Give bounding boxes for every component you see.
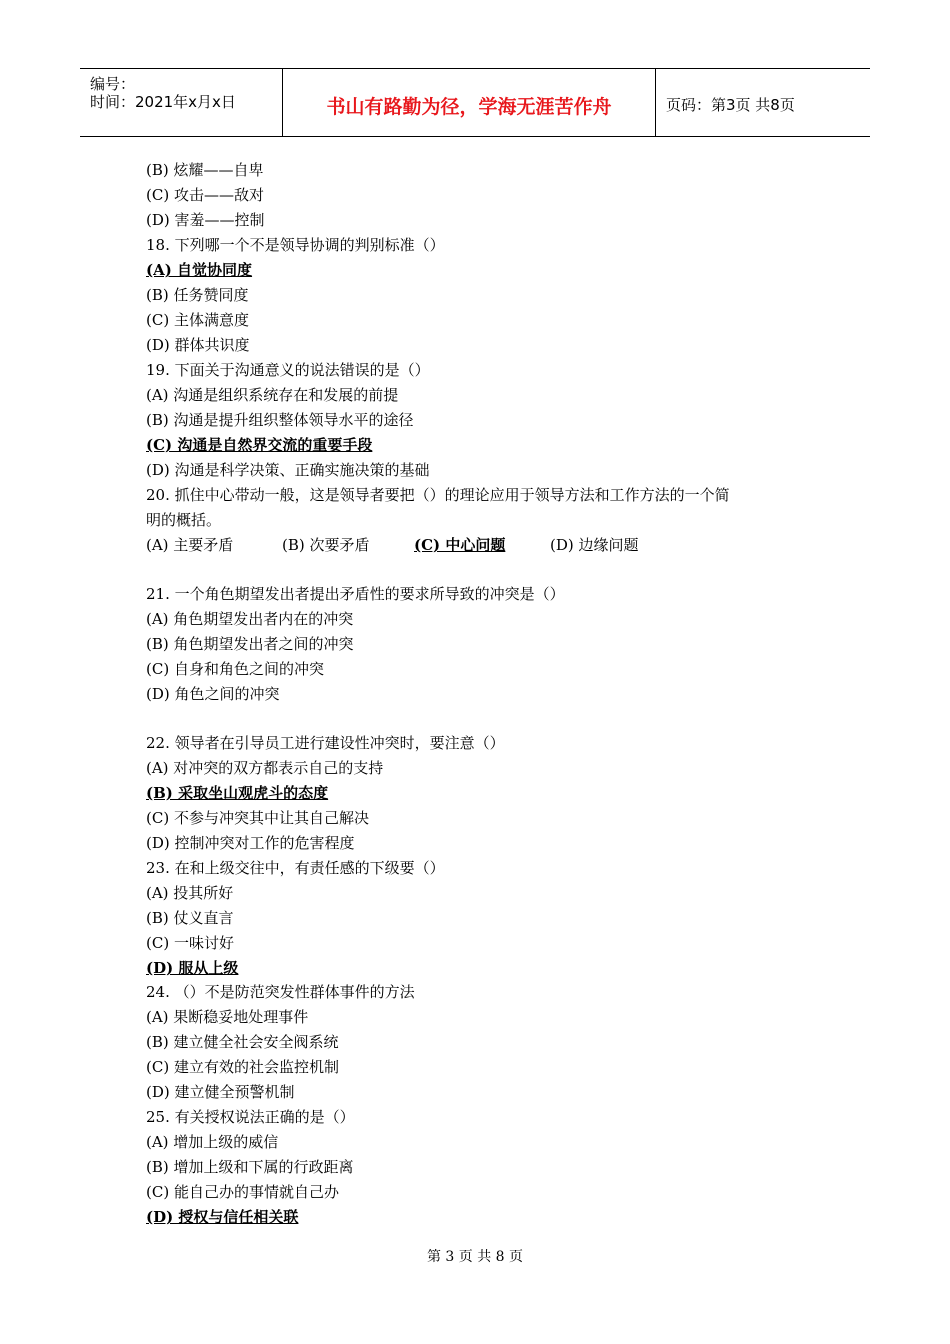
header-motto-cell [282,69,656,136]
q17-option-b: (B) 炫耀——自卑 [146,161,264,179]
q18-option-d: (D) 群体共识度 [146,336,250,354]
q22-answer-option-b: (B) 采取坐山观虎斗的态度 [146,784,329,802]
header-left-cell [80,69,282,136]
q20-option-b: (B) 次要矛盾 [282,536,370,554]
q20-question-line1: 20. 抓住中心带动一般，这是领导者要把（）的理论应用于领导方法和工作方法的一个简 [146,486,730,504]
q25-answer-option-d: (D) 授权与信任相关联 [146,1208,299,1226]
q23-option-b: (B) 仗义直言 [146,909,234,927]
q23-question: 23. 在和上级交往中，有责任感的下级要（） [146,859,445,877]
q24-option-c: (C) 建立有效的社会监控机制 [146,1058,339,1076]
q19-question: 19. 下面关于沟通意义的说法错误的是（） [146,361,430,379]
date-label: 时间：2021年x月x日 [90,93,236,111]
q25-option-b: (B) 增加上级和下属的行政距离 [146,1158,354,1176]
q20-answer-option-c: (C) 中心问题 [414,536,506,554]
q25-question: 25. 有关授权说法正确的是（） [146,1108,355,1126]
q20-question-line2: 明的概括。 [146,511,222,529]
q23-option-a: (A) 投其所好 [146,884,234,902]
header-right-cell [656,69,870,136]
q19-option-a: (A) 沟通是组织系统存在和发展的前提 [146,386,399,404]
q23-answer-option-d: (D) 服从上级 [146,959,239,977]
q17-option-d: (D) 害羞——控制 [146,211,265,229]
q20-options-row [146,535,706,555]
q21-question: 21. 一个角色期望发出者提出矛盾性的要求所导致的冲突是（） [146,585,565,603]
q18-question: 18. 下列哪一个不是领导协调的判别标准（） [146,236,445,254]
number-label: 编号： [90,75,136,93]
q22-option-a: (A) 对冲突的双方都表示自己的支持 [146,759,384,777]
q24-option-a: (A) 果断稳妥地处理事件 [146,1008,309,1026]
q20-option-d: (D) 边缘问题 [550,536,639,554]
q22-option-d: (D) 控制冲突对工作的危害程度 [146,834,355,852]
q18-option-b: (B) 任务赞同度 [146,286,249,304]
q19-option-b: (B) 沟通是提升组织整体领导水平的途径 [146,411,414,429]
q22-option-c: (C) 不参与冲突其中让其自己解决 [146,809,369,827]
page-header [80,68,870,137]
q18-option-c: (C) 主体满意度 [146,311,249,329]
q19-answer-option-c: (C) 沟通是自然界交流的重要手段 [146,436,373,454]
q19-option-d: (D) 沟通是科学决策、正确实施决策的基础 [146,461,430,479]
q24-question: 24. （）不是防范突发性群体事件的方法 [146,983,415,1001]
q23-option-c: (C) 一味讨好 [146,934,234,952]
q21-option-a: (A) 角色期望发出者内在的冲突 [146,610,354,628]
q24-option-b: (B) 建立健全社会安全阀系统 [146,1033,339,1051]
q21-option-c: (C) 自身和角色之间的冲突 [146,660,324,678]
page-info: 页码：第3页 共8页 [666,96,795,114]
q18-answer-option-a: (A) 自觉协同度 [146,261,253,279]
q17-option-c: (C) 攻击——敌对 [146,186,264,204]
q25-option-c: (C) 能自己办的事情就自己办 [146,1183,339,1201]
q25-option-a: (A) 增加上级的威信 [146,1133,279,1151]
q21-option-d: (D) 角色之间的冲突 [146,685,280,703]
q22-question: 22. 领导者在引导员工进行建设性冲突时，要注意（） [146,734,505,752]
q24-option-d: (D) 建立健全预警机制 [146,1083,295,1101]
page-footer: 第 3 页 共 8 页 [426,1249,524,1265]
motto-text: 书山有路勤为径，学海无涯苦作舟 [326,96,612,118]
q20-option-a: (A) 主要矛盾 [146,536,234,554]
q21-option-b: (B) 角色期望发出者之间的冲突 [146,635,354,653]
